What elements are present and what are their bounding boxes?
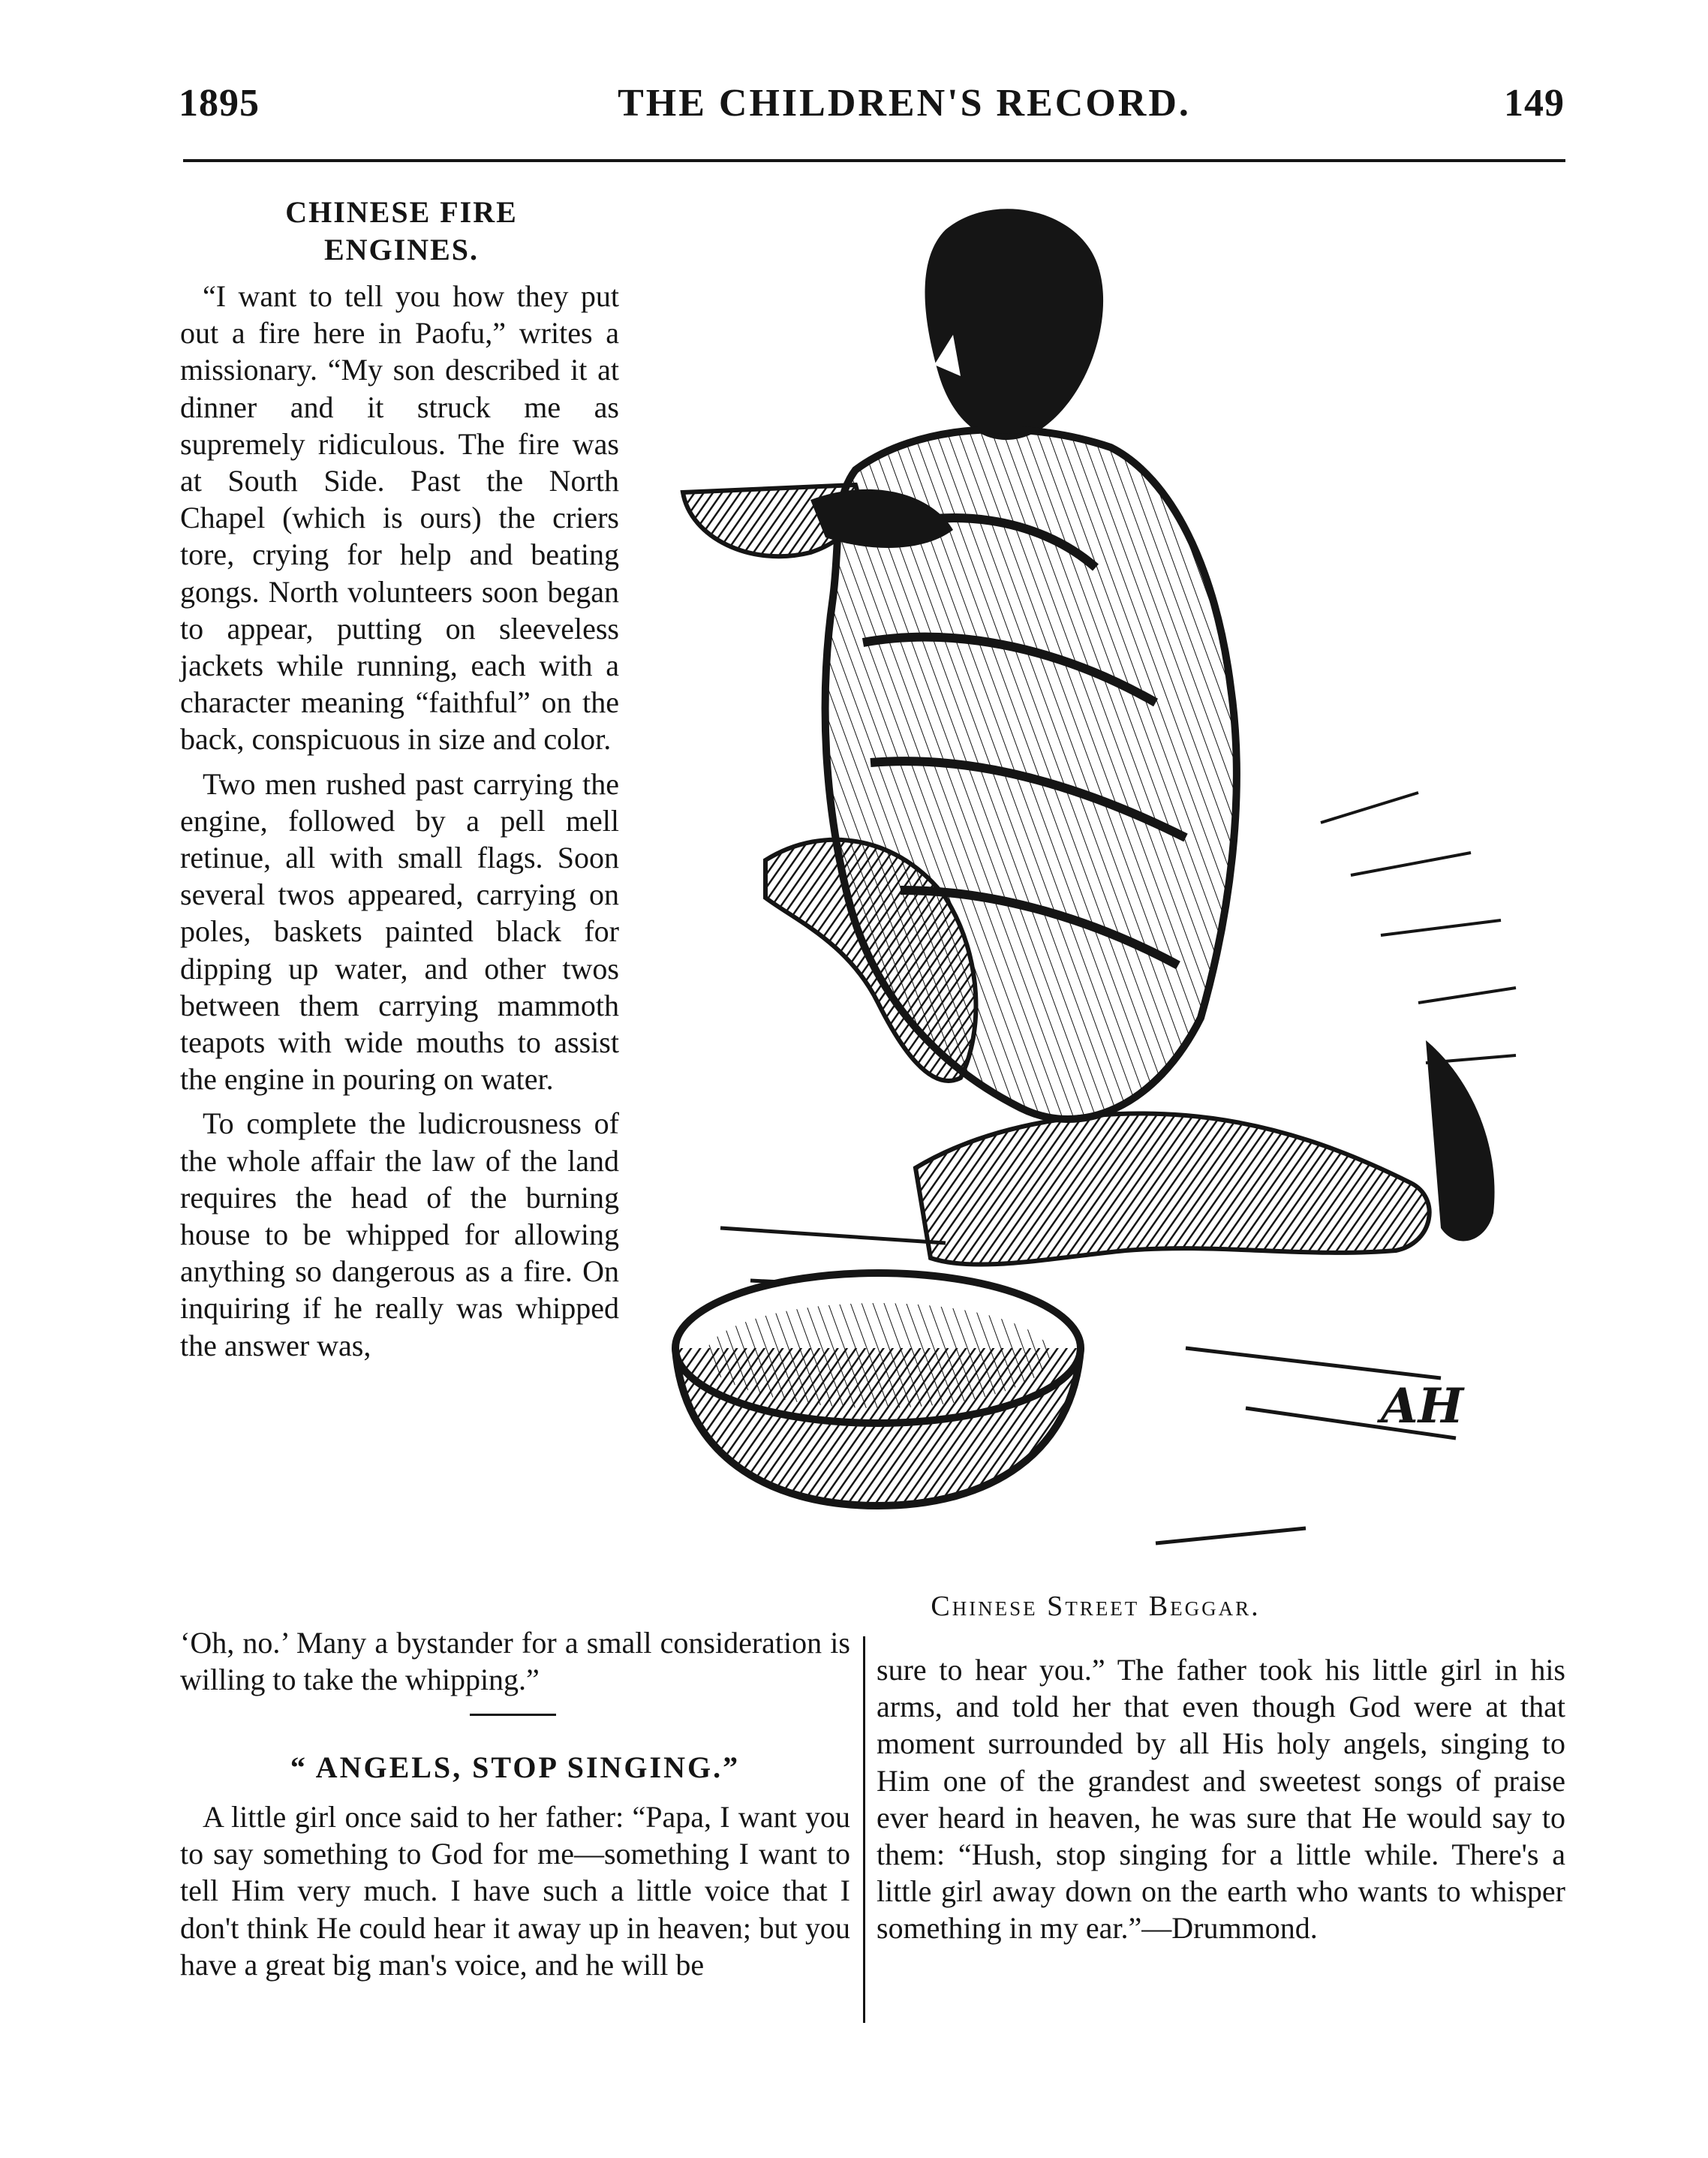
artist-signature: AH [1381, 1378, 1464, 1434]
article-body-right: sure to hear you.” The father took his little girl in his arms, and told her that even though God were at that moment surrounded by all His holy angels, singing to Him one of the grandest and sweetest songs of praise ever heard in heaven, he was sure that He would say to them: “Hush, stop singing for a little while. There's a little girl away down on the earth who wants to whisper something in my ear.”—Drummond. [877, 1653, 1565, 1946]
article-body-narrow [180, 278, 619, 1364]
beggar-engraving-icon [630, 177, 1561, 1566]
article-body-left: A little girl once said to her father: “Papa, I want you to say something to God for me—something I want to tell Him very much. I have such a little voice that I don't think He could hear it away up in heaven; but you have a great big man's voice, and he will be [180, 1800, 850, 1982]
section-divider [470, 1714, 556, 1716]
title-line-1: CHINESE FIRE [285, 195, 518, 229]
article-title-angels: “ ANGELS, STOP SINGING.” [290, 1750, 741, 1784]
beggar-illustration [630, 177, 1561, 1566]
article-title-fire-engines [180, 194, 623, 269]
paragraph: To complete the ludicrousness of the whole affair the law of the land requires the head of the burning house to be whipped for allowing anything so dangerous as a fire. On inquiring if he really was whipped the answer was, [180, 1106, 619, 1362]
column-rule [863, 1636, 865, 2023]
paragraph: “I want to tell you how they put out a fire here in Paofu,” writes a missionary. “My son described it at dinner and it struck me as supremely ridiculous. The fire was at South Side. Past the North Chapel (which is ours) the criers tore, crying for help and beating gongs. North volunteers soon began to appear, putting on sleeveless jackets while running, each with a character meaning “faithful” on the back, conspicuous in size and color. [180, 279, 619, 757]
title-line-2: ENGINES. [323, 233, 480, 266]
journal-title: THE CHILDREN'S RECORD. [618, 82, 1191, 125]
illustration-caption: Chinese Street Beggar. [931, 1591, 1261, 1622]
page-number: 149 [1504, 82, 1565, 125]
header-rule [183, 159, 1565, 162]
paragraph-continuation: ‘Oh, no.’ Many a bystander for a small consideration is willing to take the whipping.” [180, 1626, 850, 1697]
page-year: 1895 [179, 82, 260, 125]
paragraph: Two men rushed past carrying the engine, followed by a pell mell retinue, all with small flags. Soon several twos appeared, carrying on poles, baskets painted black for dipping up water, and other twos between them carrying mammoth teapots with wide mouths to assist the engine in pouring on water. [180, 766, 619, 1097]
